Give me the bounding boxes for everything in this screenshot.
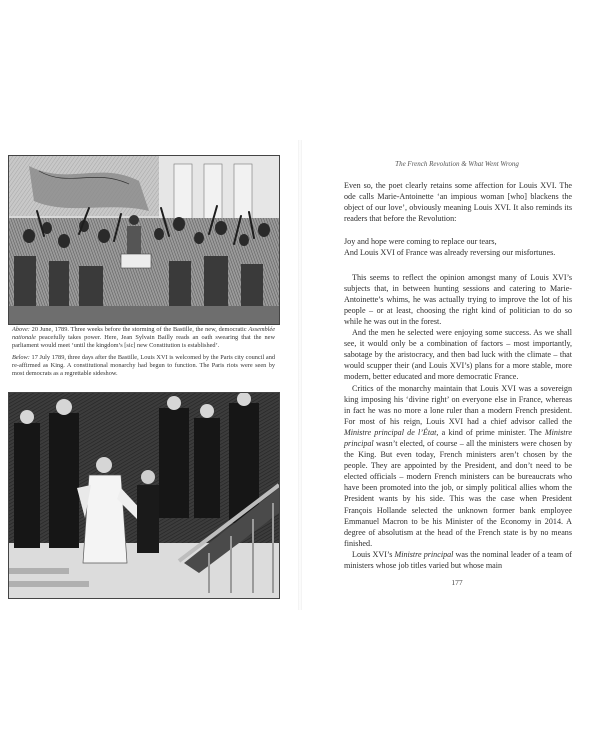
paragraph-1: Even so, the poet clearly retains some affection for Louis XVI. The ode calls Marie-Antoinette ‘an impious woman [who] blackens the object of our love’, obviously meaning Louis XVI. It also reminds its readers that before the Revolution: [344, 181, 572, 224]
caption-above-text2: peacefully takes power. Here, Jean Sylvain Bailly reads an oath swearing that the new parliament would meet ‘until the kingdom’s [sic] new Constitution is established’. [12, 334, 275, 350]
paragraph-3: And the men he selected were enjoying some success. As we shall see, it would only be a combination of factors – most importantly, sabotage by the aristocracy, and then bad luck with the climate – that would scupper their (and Louis XVI’s) plans for a more stable, more modern, better educated and more democratic France. [344, 328, 572, 382]
caption-above-text1: 20 June, 1789. Three weeks before the storming of the Bastille, the new, democratic [29, 326, 249, 333]
right-page [302, 0, 600, 750]
paragraph-4-italic-1: Ministre principal de l’État [344, 427, 437, 437]
verse-line-2: And Louis XVI of France was already reversing our misfortunes. [344, 248, 556, 258]
caption-below [12, 354, 275, 379]
body-text [344, 180, 572, 571]
paragraph-4-a: Critics of the monarchy maintain that Louis XVI was a sovereign king imposing his ‘divine right’ on everyone else in France, whereas in fact he was no more a lone ruler than a modern French president. For most of his reign, Louis XVI had a chief advisor called the [344, 383, 572, 426]
caption-below-lead: Below: [12, 354, 30, 361]
paragraph-5-italic: Ministre principal [394, 549, 454, 559]
verse-line-1: Joy and hope were coming to replace our tears, [344, 237, 497, 247]
caption-above [12, 326, 275, 351]
paragraph-4-italic-2: Ministre principal [344, 427, 572, 448]
paragraph-2: This seems to reflect the opinion amongst many of Louis XVI’s subjects that, in between hunting sessions and catering to Marie-Antoinette’s whims, he was actually trying to improve the lot of his people – or at least, choosing the right kind of politician to do so while he was out in the forest. [344, 272, 572, 326]
caption-above-lead: Above: [12, 326, 30, 333]
paragraph-5-b: was the nominal leader of a team of ministers whose job titles varied but whose main [344, 549, 573, 570]
caption-below-text: 17 July 1789, three days after the Bastille, Louis XVI is welcomed by the Paris city council and re-affirmed as King. A constitutional monarchy had begun to function. The Paris riots were seen by most democrats as a regrettable sideshow. [12, 354, 275, 378]
verse-quote [344, 236, 572, 258]
paragraph-5 [344, 549, 572, 571]
left-page [0, 0, 298, 750]
caption-above-italic: Assemblée nationale [12, 326, 275, 342]
paragraph-5-a: Louis XVI’s [352, 549, 395, 559]
page-number: 177 [451, 578, 463, 587]
paragraph-4-b: , a kind of prime minister. The [436, 427, 545, 437]
paragraph-4 [344, 383, 572, 549]
engraving-louis-xvi-paris-welcome-drawing [9, 393, 279, 598]
paragraph-4-c: wasn’t elected, of course – all the ministers were chosen by the King. But even today, French ministers aren’t chosen by the people. They are appointed by the President, and don’t need to be elected officials – modern French ministers can be bureaucrats who have been promoted into the job, or simply political allies whom the President wants by his side. This was the case when President François Hollande selected the unknown former bank employee Emmanuel Macron to be his Minister of the Economy in 2014. A degree of absolutism at the head of the French state is by no means finished. [344, 438, 572, 548]
engraving-louis-xvi-paris-welcome [8, 392, 280, 599]
running-head: The French Revolution & What Went Wrong [395, 160, 519, 168]
engraving-tennis-court-oath-drawing [9, 156, 279, 324]
engraving-tennis-court-oath [8, 155, 280, 325]
